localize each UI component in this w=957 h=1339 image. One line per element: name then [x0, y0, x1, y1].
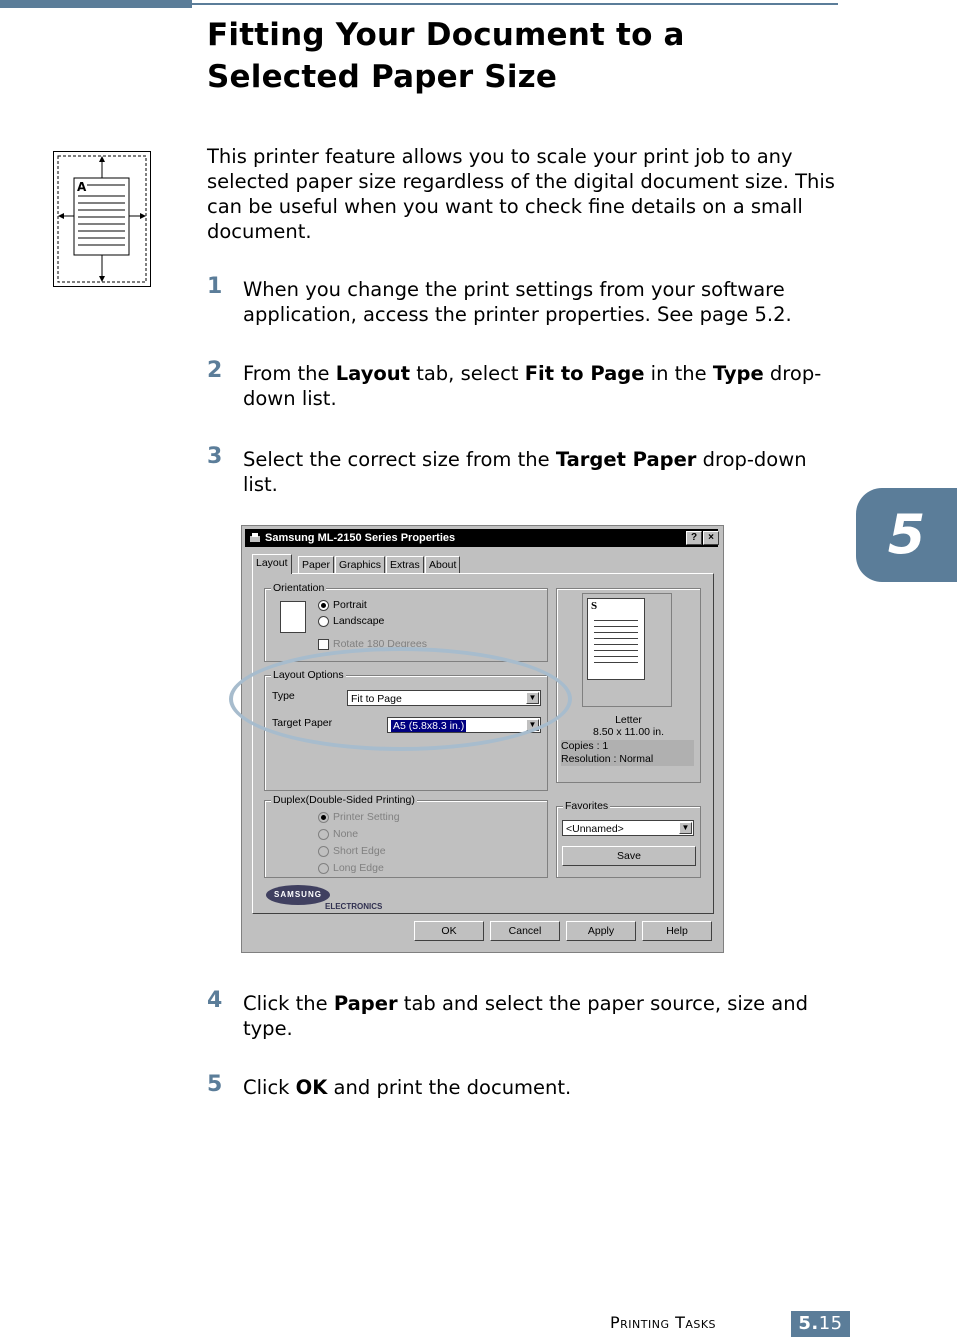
sample-letter: S: [591, 600, 598, 612]
step-number: 2: [207, 358, 223, 383]
favorites-label: Favorites: [565, 800, 609, 812]
page-thumbnail: [587, 598, 645, 680]
header-accent-bar: [0, 0, 192, 8]
save-favorite-button[interactable]: Save: [562, 846, 696, 866]
dialog-title-bar: [245, 529, 718, 547]
duplex-short-edge-radio[interactable]: [318, 846, 329, 857]
step-text: Click the Paper tab and select the paper source, size and type.: [243, 992, 808, 1040]
step-number: 3: [207, 444, 223, 469]
footer-page-number: 5.15: [791, 1311, 850, 1337]
chapter-number: 5: [887, 503, 926, 566]
step-number: 1: [207, 274, 223, 299]
rotate-label: Rotate 180 Degrees: [333, 638, 427, 650]
paper-size: 8.50 x 11.00 in.: [592, 726, 665, 738]
duplex-group: [264, 794, 548, 878]
orientation-label: Orientation: [273, 582, 325, 594]
duplex-option-label: Long Edge: [333, 862, 384, 874]
duplex-option-label: None: [333, 828, 359, 840]
step-1: [207, 274, 827, 329]
copies-info: Copies : 1: [561, 740, 694, 753]
tab-layout[interactable]: Layout: [252, 554, 292, 574]
step-text: When you change the print settings from your software application, access the printer properties. See page 5.2.: [243, 278, 792, 326]
paper-name: Letter: [615, 714, 642, 726]
landscape-radio[interactable]: [318, 616, 329, 627]
duplex-long-edge-radio[interactable]: [318, 863, 329, 874]
step-3: [207, 444, 827, 499]
step-2: [207, 358, 827, 413]
ok-button[interactable]: OK: [414, 921, 484, 941]
type-value: Fit to Page: [351, 693, 402, 705]
favorites-value: <Unnamed>: [566, 823, 624, 835]
layout-options-label: Layout Options: [273, 669, 344, 681]
step-text: Click OK and print the document.: [243, 1076, 572, 1099]
tab-extras[interactable]: Extras: [386, 556, 424, 574]
tab-about[interactable]: About: [425, 556, 460, 574]
tab-paper[interactable]: Paper: [298, 556, 334, 574]
duplex-label: Duplex(Double-Sided Printing): [273, 794, 415, 806]
cancel-button[interactable]: Cancel: [490, 921, 560, 941]
favorites-group: [556, 800, 701, 878]
duplex-option-label: Short Edge: [333, 845, 386, 857]
fit-to-page-icon: [53, 151, 151, 287]
rotate-checkbox[interactable]: [318, 639, 329, 650]
header-rule: [192, 3, 838, 5]
electronics-label: ELECTRONICS: [325, 902, 383, 911]
tab-graphics[interactable]: Graphics: [335, 556, 385, 574]
step-number: 5: [207, 1072, 223, 1097]
target-paper-value: A5 (5.8x8.3 in.): [393, 720, 465, 732]
duplex-none-radio[interactable]: [318, 829, 329, 840]
page-lines: [594, 615, 638, 663]
resolution-info: Resolution : Normal: [561, 753, 694, 766]
samsung-logo: SAMSUNG: [266, 885, 330, 905]
type-label: Type: [272, 690, 295, 702]
printer-icon: [249, 532, 261, 544]
duplex-printer-setting-radio[interactable]: [318, 812, 329, 823]
footer-section: Printing Tasks: [610, 1313, 717, 1332]
portrait-document-icon: [280, 601, 306, 633]
intro-paragraph: This printer feature allows you to scale your print job to any selected paper size regardless of the digital document size. This can be useful when you want to check fine details on a small document.: [207, 145, 835, 243]
paper-preview: [582, 593, 672, 707]
duplex-option-label: Printer Setting: [333, 811, 400, 823]
favorites-dropdown[interactable]: [562, 820, 694, 836]
step-number: 4: [207, 988, 223, 1013]
landscape-label: Landscape: [333, 615, 385, 627]
apply-button[interactable]: Apply: [566, 921, 636, 941]
close-title-button[interactable]: ×: [703, 531, 719, 545]
chevron-down-icon: ▼: [526, 692, 539, 704]
portrait-radio[interactable]: [318, 600, 329, 611]
target-paper-label: Target Paper: [272, 717, 333, 729]
step-4: [207, 988, 827, 1043]
help-title-button[interactable]: ?: [686, 531, 702, 545]
help-button[interactable]: Help: [642, 921, 712, 941]
portrait-label: Portrait: [333, 599, 367, 611]
step-text: From the Layout tab, select Fit to Page in the Type drop-down list.: [243, 362, 822, 410]
step-5: [207, 1072, 827, 1103]
preview-group: [556, 588, 701, 783]
highlight-ellipse: [229, 647, 572, 751]
dialog-title: Samsung ML-2150 Series Properties: [265, 532, 456, 544]
fit-icon-letter: A: [77, 180, 87, 194]
chevron-down-icon: ▼: [679, 822, 692, 834]
page-title: Fitting Your Document to a Selected Paper Size: [207, 17, 685, 95]
chevron-down-icon: ▼: [526, 719, 539, 731]
step-text: Select the correct size from the Target Paper drop-down list.: [243, 448, 807, 496]
